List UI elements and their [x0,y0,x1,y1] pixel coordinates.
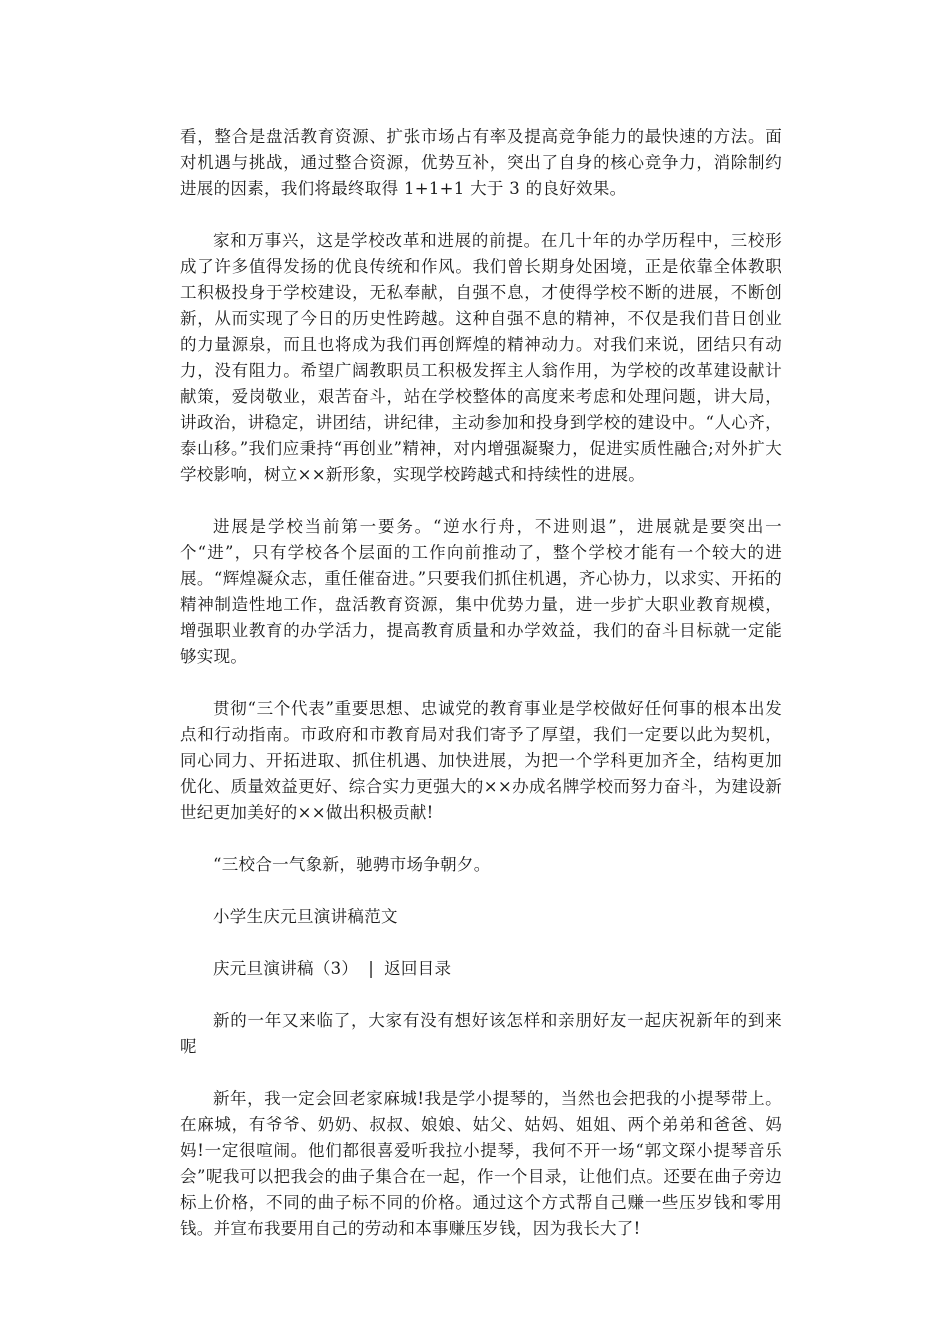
body-paragraph: 贯彻“三个代表”重要思想、忠诚党的教育事业是学校做好任何事的根本出发点和行动指南。市政府和市教育局对我们寄予了厚望，我们一定要以此为契机，同心同力、开拓进取、抓住机遇、加快进展，为把一个学科更加齐全，结构更加优化、质量效益更好、综合实力更强大的××办成名牌学校而努力奋斗，为建设新世纪更加美好的××做出积极贡献! [180,699,782,822]
body-paragraph: “三校合一气象新，驰骋市场争朝夕。 [213,855,491,874]
section-nav-line [180,956,782,982]
body-paragraph: 新的一年又来临了，大家有没有想好该怎样和亲朋好友一起庆祝新年的到来呢 [180,1011,782,1056]
body-paragraph: 家和万事兴，这是学校改革和进展的前提。在几十年的办学历程中，三校形成了许多值得发扬的优良传统和作风。我们曾长期身处困境，正是依靠全体教职工积极投身于学校建设，无私奉献，自强不息，才使得学校不断的进展，不断创新，从而实现了今日的历史性跨越。这种自强不息的精神，不仅是我们昔日创业的力量源泉，而且也将成为我们再创辉煌的精神动力。对我们来说，团结只有动力，没有阻力。希望广阔教职员工积极发挥主人翁作用，为学校的改革建设献计献策，爱岗敬业，艰苦奋斗，站在学校整体的高度来考虑和处理问题，讲大局，讲政治，讲稳定，讲团结，讲纪律，主动参加和投身到学校的建设中。“人心齐，泰山移。”我们应秉持“再创业”精神，对内增强凝聚力，促进实质性融合;对外扩大学校影响，树立××新形象，实现学校跨越式和持续性的进展。 [180,231,782,484]
section-title: 庆元旦演讲稿（3） [213,959,359,978]
section-heading: 小学生庆元旦演讲稿范文 [213,907,398,926]
document-page [180,124,782,1242]
body-paragraph: 新年，我一定会回老家麻城!我是学小提琴的，当然也会把我的小提琴带上。在麻城，有爷爷、奶奶、叔叔、娘娘、姑父、姑妈、姐姐、两个弟弟和爸爸、妈妈!一定很喧闹。他们都很喜爱听我拉小提琴，我何不开一场“郭文琛小提琴音乐会”呢我可以把我会的曲子集合在一起，作一个目录，让他们点。还要在曲子旁边标上价格，不同的曲子标不同的价格。通过这个方式帮自己赚一些压岁钱和零用钱。并宣布我要用自己的劳动和本事赚压岁钱，因为我长大了! [180,1089,782,1238]
body-paragraph: 看，整合是盘活教育资源、扩张市场占有率及提高竞争能力的最快速的方法。面对机遇与挑战，通过整合资源，优势互补，突出了自身的核心竞争力，消除制约进展的因素，我们将最终取得 1+1+1 大于 3 的良好效果。 [180,127,782,198]
nav-separator: | [368,959,375,978]
body-paragraph: 进展是学校当前第一要务。“逆水行舟，不进则退”，进展就是要突出一个“进”，只有学校各个层面的工作向前推动了，整个学校才能有一个较大的进展。“辉煌凝众志，重任催奋进。”只要我们抓住机遇，齐心协力，以求实、开拓的精神制造性地工作，盘活教育资源，集中优势力量，进一步扩大职业教育规模，增强职业教育的办学活力，提高教育质量和办学效益，我们的奋斗目标就一定能够实现。 [180,517,782,666]
back-to-contents-link[interactable]: 返回目录 [384,959,452,978]
